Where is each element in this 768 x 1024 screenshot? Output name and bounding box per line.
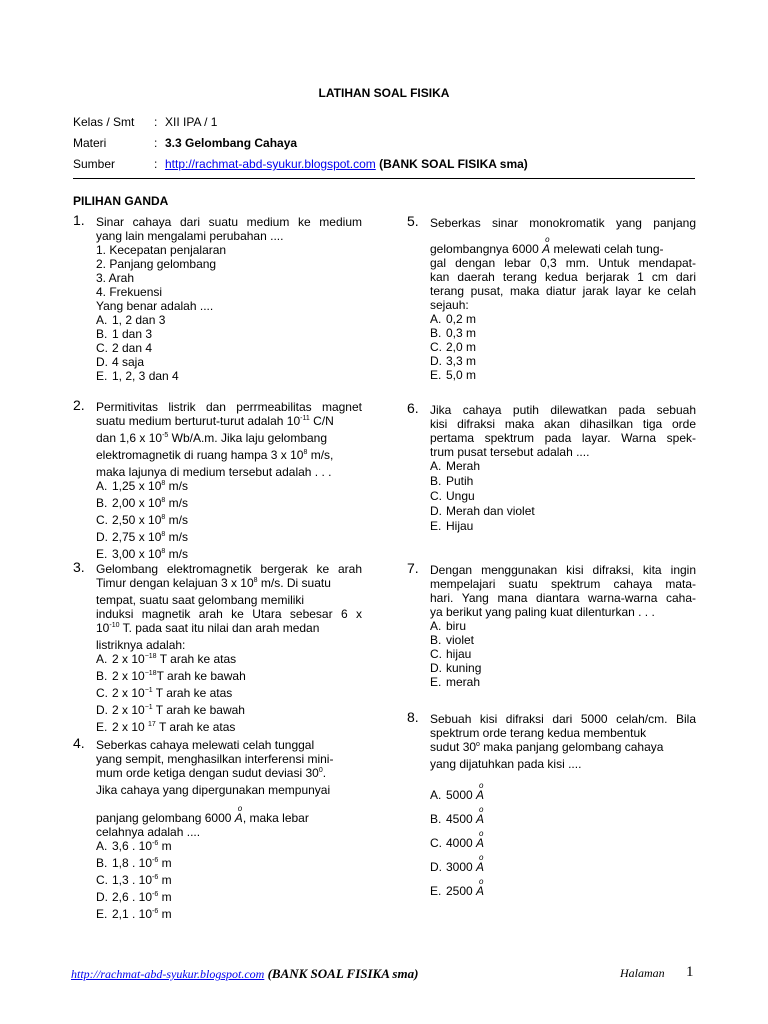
option-d: D. 2 x $10^{-1}$ T arah ke bawah: [96, 703, 245, 717]
option-b: B. 2 x $10^{-18}T$ arah ke bawah: [96, 669, 246, 683]
question-text: gelombangnya 6000 o A melewati celah tung-: [430, 235, 664, 256]
statement-item: 4. Frekuensi: [96, 285, 163, 299]
option-e: E. 2,1 . $10^{-6}$ m: [96, 907, 172, 921]
question-text: $10^{-10}$ T. pada saat itu nilai dan arah medan: [96, 621, 320, 635]
footer: [71, 966, 418, 982]
question-number: 5.: [407, 213, 419, 229]
question-text: Dengan menggunakan kisi difraksi, kita ingin: [430, 563, 696, 577]
option-b: B. violet: [430, 633, 475, 647]
option-c: C. 2 x $10^{-1}$ T arah ke atas: [96, 686, 233, 700]
question-text: trum pusat tersebut adalah ....: [430, 445, 590, 459]
question-text: Permitivitas listrik dan perrmeabilitas magnet: [96, 400, 362, 414]
page-title: LATIHAN SOAL FISIKA: [318, 86, 450, 100]
option-c: C. 4000 o A: [430, 831, 696, 855]
option-b: B. 4500 o A: [430, 807, 696, 831]
option-b: B. 1,8 . $10^{-6}$ m: [96, 856, 172, 870]
question-text: Seberkas sinar monokromatik yang panjang: [430, 216, 696, 230]
option-d: D. Merah dan violet: [430, 504, 535, 518]
option-d: D. 2,6 . $10^{-6}$ m: [96, 890, 172, 904]
question-text: yang dijatuhkan pada kisi ....: [430, 757, 582, 771]
option-b: B. 0,3 m: [430, 326, 477, 340]
page-number: 1: [686, 964, 694, 980]
question-text: sejauh:: [430, 298, 469, 312]
question-number: 8.: [407, 709, 419, 725]
option-d: D. 3000 o A: [430, 855, 696, 879]
angstrom-symbol: o A: [476, 877, 485, 898]
question-text: hari. Yang mana diantara warna-warna caha-: [430, 591, 696, 605]
question-text: Jika cahaya putih dilewatkan pada sebuah: [430, 403, 696, 417]
question-number: 4.: [73, 735, 85, 751]
sumber-link[interactable]: http://rachmat-abd-syukur.blogspot.com: [165, 157, 376, 171]
sumber-label: Sumber: [73, 157, 116, 171]
angstrom-symbol: o A: [476, 829, 485, 850]
question-text: Seberkas cahaya melewati celah tunggal: [96, 738, 315, 752]
statement-item: 1. Kecepatan penjalaran: [96, 243, 227, 257]
question-text: spektrum orde terang kedua membentuk: [430, 726, 647, 740]
option-a: A. 0,2 m: [430, 312, 477, 326]
section-title: PILIHAN GANDA: [73, 194, 169, 208]
statement-item: 2. Panjang gelombang: [96, 257, 217, 271]
option-c: C. Ungu: [430, 489, 475, 503]
option-a: A. Merah: [430, 459, 481, 473]
question-text: mempelajari suatu spektrum cahaya mata-: [430, 577, 696, 591]
footer-extra: (BANK SOAL FISIKA sma): [264, 966, 419, 981]
question-text: mum orde ketiga dengan sudut deviasi $30^0$.: [96, 766, 327, 780]
option-e: E. 2 x 10 $^{17}$ T arah ke atas: [96, 720, 236, 734]
option-a: A. 5000 o A: [430, 783, 696, 807]
question-number: 2.: [73, 397, 85, 413]
question-text: suatu medium berturut-turut adalah $10^{-11}$ C/N: [96, 414, 334, 428]
option-d: D. kuning: [430, 661, 482, 675]
question-text: celahnya adalah ....: [96, 825, 201, 839]
question-text: Jika cahaya yang dipergunakan mempunyai: [96, 783, 331, 797]
angstrom-symbol: o A: [476, 805, 485, 826]
option-c: C. 1,3 . $10^{-6}$ m: [96, 873, 172, 887]
question-text: Gelombang elektromagnetik bergerak ke arah: [96, 562, 362, 576]
question-text: dan 1,6 x $10^{-5}$ Wb/A.m. Jika laju gelombang: [96, 431, 328, 445]
option-e: E. 2500 o A: [430, 879, 696, 903]
option-a: A. biru: [430, 619, 467, 633]
angstrom-symbol: o A: [542, 235, 551, 256]
option-c: C. 2 dan 4: [96, 341, 153, 355]
question-text: terang pusat, maka diatur jarak layar ke celah: [430, 284, 696, 298]
question-text: pertama spektrum pada layar. Warna spek-: [430, 431, 696, 445]
question-text: sudut 30$^o$ maka panjang gelombang cahaya: [430, 740, 664, 754]
option-a: A. 3,6 . $10^{-6}$ m: [96, 839, 172, 853]
question-text: maka lajunya di medium tersebut adalah . . .: [96, 465, 332, 479]
question-text: yang lain mengalami perubahan ....: [96, 229, 284, 243]
question-text: kisi difraksi maka akan dihasilkan tiga orde: [430, 417, 696, 431]
option-b: B. Putih: [430, 474, 474, 488]
footer-link[interactable]: http://rachmat-abd-syukur.blogspot.com: [71, 967, 265, 981]
question-text: panjang gelombang 6000 o A, maka lebar: [96, 804, 309, 825]
footer-halaman: Halaman: [620, 966, 665, 980]
option-a: A. 1,25 x $10^8$ m/s: [96, 479, 188, 493]
question-text: kan daerah terang kedua berjarak 1 cm dari: [430, 270, 696, 284]
materi-value: 3.3 Gelombang Cahaya: [165, 136, 298, 150]
question-text: Sebuah kisi difraksi dari 5000 celah/cm. Bila: [430, 712, 696, 726]
option-c: C. 2,50 x $10^8$ m/s: [96, 513, 188, 527]
option-d: D. 4 saja: [96, 355, 145, 369]
question-text: Timur dengan kelajuan 3 x $10^8$ m/s. Di suatu: [96, 576, 331, 590]
question-text: Sinar cahaya dari suatu medium ke medium: [96, 215, 362, 229]
question-text: elektromagnetik di ruang hampa 3 x $10^8$ m/s,: [96, 448, 334, 462]
statement-item: 3. Arah: [96, 271, 135, 285]
angstrom-symbol: o A: [234, 804, 243, 825]
option-e: E. 1, 2, 3 dan 4: [96, 369, 179, 383]
angstrom-symbol: o A: [476, 853, 485, 874]
angstrom-symbol: o A: [476, 781, 485, 802]
option-c: C. 2,0 m: [430, 340, 477, 354]
option-c: C. hijau: [430, 647, 472, 661]
option-a: A. 1, 2 dan 3: [96, 313, 166, 327]
option-b: B. 1 dan 3: [96, 327, 153, 341]
kelas-value: XII IPA / 1: [165, 115, 218, 129]
question-text: ya berikut yang paling kuat dilenturkan . . .: [430, 605, 655, 619]
option-e: E. Hijau: [430, 519, 474, 533]
option-e: E. 3,00 x $10^8$ m/s: [96, 547, 188, 561]
question-text: induksi magnetik arah ke Utara sebesar 6 x: [96, 607, 362, 621]
colon: :: [154, 157, 158, 171]
question-text: tempat, suatu saat gelombang memiliki: [96, 593, 305, 607]
option-b: B. 2,00 x $10^8$ m/s: [96, 496, 188, 510]
colon: :: [154, 136, 158, 150]
option-d: D. 2,75 x $10^8$ m/s: [96, 530, 188, 544]
question-text: gal dengan lebar 0,3 mm. Untuk mendapat-: [430, 256, 696, 270]
question-text: listriknya adalah:: [96, 638, 186, 652]
question-text: yang sempit, menghasilkan interferensi mini-: [96, 752, 334, 766]
colon: :: [154, 115, 158, 129]
materi-label: Materi: [73, 136, 107, 150]
kelas-label: Kelas / Smt: [73, 115, 135, 129]
option-a: A. 2 x $10^{-18}$ T arah ke atas: [96, 652, 237, 666]
question-number: 7.: [407, 560, 419, 576]
sumber-extra: (BANK SOAL FISIKA sma): [379, 157, 528, 171]
question-text: Yang benar adalah ....: [96, 299, 214, 313]
option-e: E. 5,0 m: [430, 368, 477, 382]
option-e: E. merah: [430, 675, 481, 689]
question-number: 3.: [73, 559, 85, 575]
option-d: D. 3,3 m: [430, 354, 477, 368]
question-number: 6.: [407, 400, 419, 416]
header-divider: [73, 178, 695, 179]
question-number: 1.: [73, 212, 85, 228]
